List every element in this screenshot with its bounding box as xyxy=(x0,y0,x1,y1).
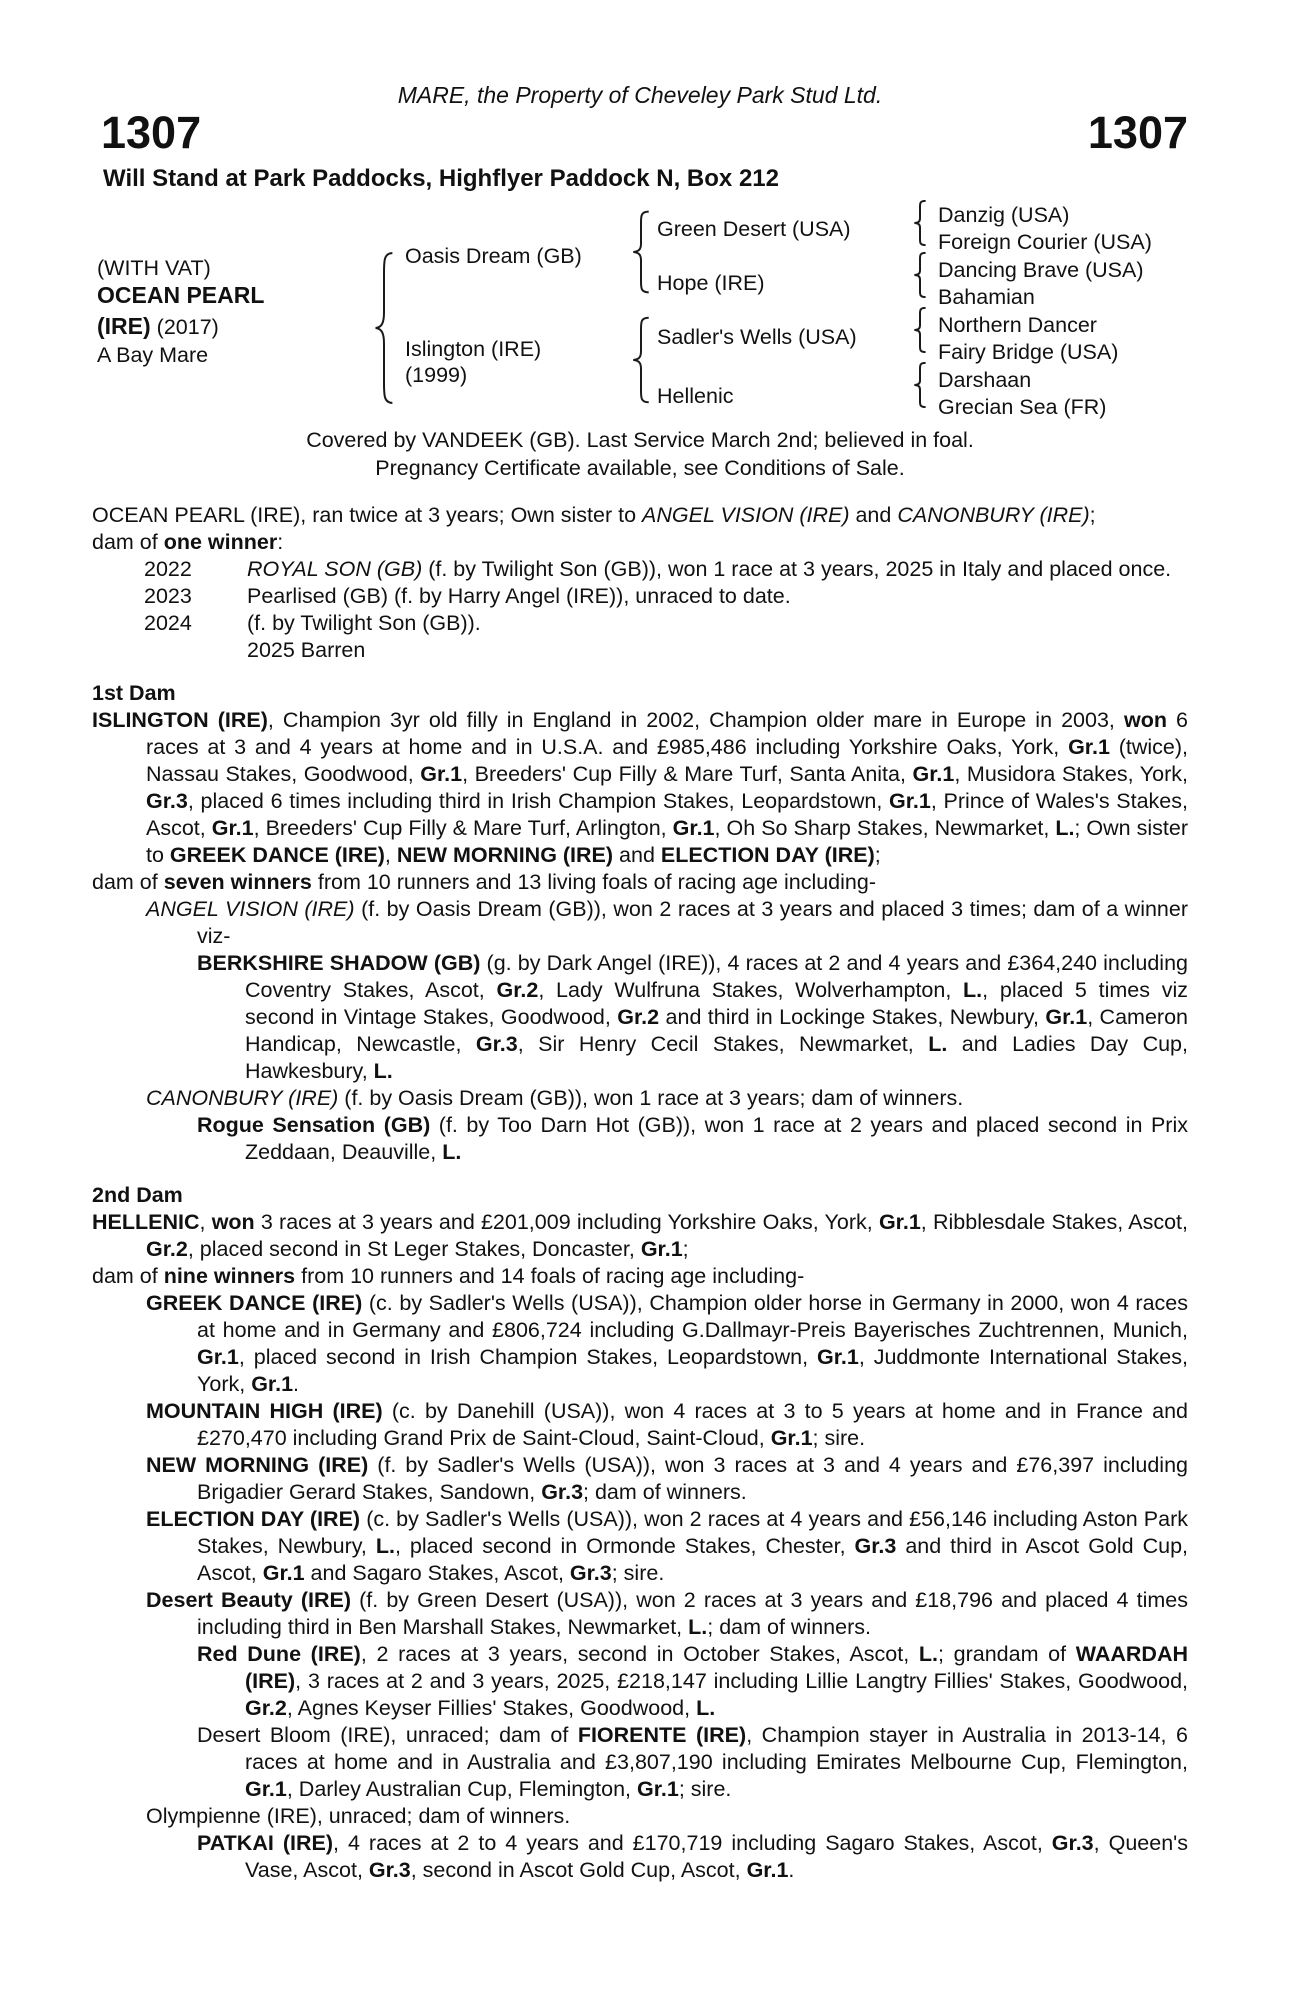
text-run: (f. by Oasis Dream (GB)), won 2 races at 3 years and placed 3 times; dam of a winner viz- xyxy=(197,897,1188,948)
text-run: Gr.2 xyxy=(245,1696,287,1720)
pedigree-brace-icon xyxy=(372,250,396,406)
text-run: , Lady Wulfruna Stakes, Wolverhampton, xyxy=(538,978,964,1002)
text-run: and xyxy=(613,843,661,867)
text-run: . xyxy=(293,1372,300,1396)
sire-dam-name: Hope (IRE) xyxy=(657,271,765,295)
text-run: (f. by Twilight Son (GB)). xyxy=(247,611,481,635)
text-run: L. xyxy=(918,1642,938,1666)
text-run: , Breeders' Cup Filly & Mare Turf, Santa Anita, xyxy=(462,762,913,786)
great-grandparent-name: Grecian Sea (FR) xyxy=(938,395,1107,419)
text-run: dam of xyxy=(92,870,164,894)
sire-name: Oasis Dream (GB) xyxy=(405,244,582,268)
text-run: Rogue Sensation (GB) xyxy=(197,1113,431,1137)
text-run: , Agnes Keyser Fillies' Stakes, Goodwood, xyxy=(286,1696,697,1720)
text-run: Gr.3 xyxy=(569,1561,612,1585)
body-paragraph xyxy=(92,950,1188,1085)
text-run: from 10 runners and 14 foals of racing age including- xyxy=(295,1264,805,1288)
text-run: L. xyxy=(688,1615,708,1639)
vat-note: (WITH VAT) xyxy=(97,256,211,280)
text-run: , placed second in Irish Champion Stakes, Leopardstown, xyxy=(238,1345,817,1369)
pedigree-brace-icon xyxy=(630,210,652,294)
text-run: L. xyxy=(963,978,983,1002)
text-run: , xyxy=(384,843,397,867)
text-run: , second in Ascot Gold Cup, Ascot, xyxy=(410,1858,747,1882)
subject-suffix: (IRE) xyxy=(97,313,151,339)
text-run: . xyxy=(788,1858,795,1882)
text-run: FIORENTE (IRE) xyxy=(577,1723,747,1747)
text-run: and Sagaro Stakes, Ascot, xyxy=(304,1561,570,1585)
text-run: dam of xyxy=(92,1264,164,1288)
text-run: Gr.1 xyxy=(1045,1005,1088,1029)
text-run: Gr.1 xyxy=(770,1426,813,1450)
text-run: , Ribblesdale Stakes, Ascot, xyxy=(920,1210,1188,1234)
body-paragraph xyxy=(92,1722,1188,1803)
text-run: nine winners xyxy=(163,1264,296,1288)
text-run: ELECTION DAY (IRE) xyxy=(660,843,875,867)
pedigree-brace-icon xyxy=(912,307,928,353)
text-run: ; dam of winners. xyxy=(707,1615,871,1639)
text-run: , Queen's Vase, Ascot, xyxy=(245,1831,1189,1882)
text-run: ISLINGTON (IRE) xyxy=(92,708,268,732)
text-run: Gr.3 xyxy=(475,1032,518,1056)
text-run: Gr.1 xyxy=(262,1561,305,1585)
text-run: Pearlised (GB) (f. by Harry Angel (IRE)), unraced to date. xyxy=(247,584,791,608)
text-run: , 2 races at 3 years, second in October Stakes, Ascot, xyxy=(360,1642,919,1666)
text-run: and Ladies Day Cup, Hawkesbury, xyxy=(245,1032,1188,1083)
text-run: HELLENIC xyxy=(92,1210,200,1234)
body-paragraph xyxy=(92,1085,1188,1112)
text-run: , placed second in Ormonde Stakes, Chester, xyxy=(394,1534,855,1558)
dam-sire-name: Sadler's Wells (USA) xyxy=(657,325,857,349)
text-run: CANONBURY (IRE) xyxy=(146,1086,339,1110)
text-run: NEW MORNING (IRE) xyxy=(146,1453,369,1477)
text-run: GREEK DANCE (IRE) xyxy=(169,843,385,867)
body-paragraph xyxy=(92,1263,1188,1290)
text-run: and third in Lockinge Stakes, Newbury, xyxy=(659,1005,1046,1029)
text-run: PATKAI (IRE) xyxy=(197,1831,333,1855)
text-run: ; sire. xyxy=(812,1426,866,1450)
text-run: , placed second in St Leger Stakes, Doncaster, xyxy=(187,1237,641,1261)
body-paragraph xyxy=(92,869,1188,896)
stand-location-line: Will Stand at Park Paddocks, Highflyer Paddock N, Box 212 xyxy=(103,165,779,192)
text-run: seven winners xyxy=(163,870,312,894)
catalogue-body xyxy=(92,502,1188,1884)
text-run: Gr.2 xyxy=(496,978,539,1002)
body-paragraph xyxy=(92,1641,1188,1722)
great-grandparent-name: Darshaan xyxy=(938,368,1032,392)
body-paragraph xyxy=(92,529,1188,556)
text-run: , xyxy=(199,1210,212,1234)
text-run: Gr.1 xyxy=(420,762,463,786)
text-run: ; dam of winners. xyxy=(583,1480,747,1504)
text-run: Gr.1 xyxy=(1068,735,1110,759)
text-run: WAARDAH (IRE) xyxy=(245,1642,1189,1693)
text-run: (f. by Green Desert (USA)), won 2 races at 3 years and £18,796 and placed 4 times including third in Ben Marshall Stakes, Newmarket, xyxy=(197,1588,1188,1639)
produce-record xyxy=(92,556,1188,583)
text-run: won xyxy=(211,1210,255,1234)
text-run: Gr.3 xyxy=(368,1858,411,1882)
text-run: Desert Beauty (IRE) xyxy=(146,1588,351,1612)
text-run: from 10 runners and 13 living foals of racing age including- xyxy=(311,870,876,894)
text-run: (f. by Too Darn Hot (GB)), won 1 race at 2 years and placed second in Prix Zeddaan, Deauville, xyxy=(245,1113,1188,1164)
text-run: L. xyxy=(1055,816,1075,840)
text-run: 6 races at 3 and 4 years at home and in U.S.A. and £985,486 including Yorkshire Oaks, York, xyxy=(146,708,1188,759)
text-run: 3 races at 3 years and £201,009 including Yorkshire Oaks, York, xyxy=(254,1210,879,1234)
great-grandparent-name: Fairy Bridge (USA) xyxy=(938,340,1119,364)
text-run: MOUNTAIN HIGH (IRE) xyxy=(146,1399,383,1423)
dam-dam-name: Hellenic xyxy=(657,384,734,408)
body-paragraph xyxy=(92,1209,1188,1263)
text-run: L. xyxy=(375,1534,395,1558)
subject-year: (2017) xyxy=(156,315,219,339)
text-run: (c. by Sadler's Wells (USA)), Champion older horse in Germany in 2000, won 4 races at home and in Germany and £806,724 including G.Dallmayr-Preis Bayerisches Zuchtrennen, Munich, xyxy=(197,1291,1189,1342)
text-run: , Darley Australian Cup, Flemington, xyxy=(286,1777,637,1801)
produce-record xyxy=(92,637,1188,664)
body-paragraph xyxy=(92,707,1188,869)
property-line: MARE, the Property of Cheveley Park Stud Ltd. xyxy=(397,82,883,108)
text-run: Gr.1 xyxy=(636,1777,679,1801)
text-run: ELECTION DAY (IRE) xyxy=(146,1507,361,1531)
text-run: Gr.1 xyxy=(245,1777,287,1801)
text-run: (c. by Danehill (USA)), won 4 races at 3 to 5 years at home and in France and £270,470 including Grand Prix de Saint-Cloud, Saint-Cloud, xyxy=(197,1399,1188,1450)
text-run: CANONBURY (IRE) xyxy=(897,503,1090,527)
dam-section-heading: 2nd Dam xyxy=(92,1183,183,1207)
text-run: , placed 6 times including third in Irish Champion Stakes, Leopardstown, xyxy=(187,789,889,813)
text-run: ; xyxy=(1089,503,1096,527)
produce-record xyxy=(92,583,1188,610)
body-paragraph xyxy=(92,1587,1188,1641)
body-paragraph xyxy=(92,896,1188,950)
text-run: OCEAN PEARL (IRE), ran twice at 3 years; Own sister to xyxy=(92,503,643,527)
produce-year: 2023 xyxy=(144,584,192,608)
text-run: Gr.1 xyxy=(912,762,955,786)
text-run: 2025 Barren xyxy=(247,638,366,662)
great-grandparent-name: Danzig (USA) xyxy=(938,203,1070,227)
text-run: and third in Ascot Gold Cup, Ascot, xyxy=(197,1534,1188,1585)
text-run: BERKSHIRE SHADOW (GB) xyxy=(197,951,481,975)
subject-suffix-year xyxy=(97,314,219,339)
text-run: Gr.1 xyxy=(672,816,715,840)
text-run: Gr.1 xyxy=(816,1345,859,1369)
text-run: ; xyxy=(682,1237,689,1261)
covering-line-1: Covered by VANDEEK (GB). Last Service March 2nd; believed in foal. xyxy=(306,428,974,452)
dam-section-heading: 1st Dam xyxy=(92,681,176,705)
body-paragraph xyxy=(92,1452,1188,1506)
text-run: (twice), Nassau Stakes, Goodwood, xyxy=(146,735,1189,786)
pedigree-brace-icon xyxy=(630,316,652,404)
text-run: Gr.3 xyxy=(854,1534,897,1558)
covering-line-2: Pregnancy Certificate available, see Conditions of Sale. xyxy=(375,456,905,480)
text-run: ; sire. xyxy=(611,1561,665,1585)
text-run: Desert Bloom (IRE), unraced; dam of xyxy=(197,1723,578,1747)
text-run: , Oh So Sharp Stakes, Newmarket, xyxy=(714,816,1056,840)
text-run: Gr.2 xyxy=(146,1237,188,1261)
pedigree-brace-icon xyxy=(912,362,928,408)
text-run: dam of xyxy=(92,530,164,554)
dam-name: Islington (IRE) xyxy=(405,337,542,361)
text-run: Olympienne (IRE), unraced; dam of winners. xyxy=(146,1804,571,1828)
pedigree-table xyxy=(0,190,1315,430)
produce-record xyxy=(92,610,1188,637)
text-run: , Cameron Handicap, Newcastle, xyxy=(245,1005,1188,1056)
text-run: Gr.1 xyxy=(878,1210,921,1234)
pedigree-brace-icon xyxy=(912,252,928,298)
pedigree-brace-icon xyxy=(912,200,928,246)
text-run: (f. by Oasis Dream (GB)), won 1 race at 3 years; dam of winners. xyxy=(338,1086,964,1110)
text-run: , 3 races at 2 and 3 years, 2025, £218,147 including Lillie Langtry Fillies' Stakes, Goodwood, xyxy=(295,1669,1188,1693)
text-run: , Musidora Stakes, York, xyxy=(954,762,1188,786)
text-run: L. xyxy=(928,1032,948,1056)
subject-description: A Bay Mare xyxy=(97,343,209,367)
text-run: Gr.1 xyxy=(746,1858,789,1882)
text-run: Red Dune (IRE) xyxy=(197,1642,361,1666)
text-run: (c. by Sadler's Wells (USA)), won 2 races at 4 years and £56,146 including Aston Park Stakes, Newbury, xyxy=(197,1507,1188,1558)
text-run: ; Own sister to xyxy=(146,816,1188,867)
great-grandparent-name: Northern Dancer xyxy=(938,313,1097,337)
covering-statement xyxy=(92,426,1188,482)
subject-name: OCEAN PEARL xyxy=(97,282,265,308)
text-run: Gr.1 xyxy=(640,1237,683,1261)
text-run: ANGEL VISION (IRE) xyxy=(146,897,355,921)
text-run: , Champion stayer in Australia in 2013-14, 6 races at home and in Australia and £3,807,190 including Emirates Melbourne Cup, Flemington, xyxy=(245,1723,1188,1774)
lot-number-left: 1307 xyxy=(101,107,202,158)
text-run: Gr.1 xyxy=(251,1372,294,1396)
text-run: (g. by Dark Angel (IRE)), 4 races at 2 and 4 years and £364,240 including Coventry Stakes, Ascot, xyxy=(245,951,1188,1002)
sire-sire-name: Green Desert (USA) xyxy=(657,217,851,241)
text-run: , placed 5 times viz second in Vintage Stakes, Goodwood, xyxy=(245,978,1188,1029)
body-paragraph xyxy=(92,1830,1188,1884)
body-paragraph xyxy=(92,1112,1188,1166)
text-run: (f. by Sadler's Wells (USA)), won 3 races at 3 and 4 years and £76,397 including Brigadier Gerard Stakes, Sandown, xyxy=(197,1453,1188,1504)
text-run: GREEK DANCE (IRE) xyxy=(146,1291,363,1315)
great-grandparent-name: Dancing Brave (USA) xyxy=(938,258,1144,282)
text-run: NEW MORNING (IRE) xyxy=(396,843,614,867)
body-paragraph xyxy=(92,1803,1188,1830)
text-run: L. xyxy=(442,1140,462,1164)
dam-year: (1999) xyxy=(405,363,468,387)
text-run: Gr.2 xyxy=(617,1005,660,1029)
text-run: , Champion 3yr old filly in England in 2002, Champion older mare in Europe in 2003, xyxy=(267,708,1124,732)
text-run: won xyxy=(1123,708,1167,732)
text-run: Gr.3 xyxy=(1051,1831,1094,1855)
produce-year: 2022 xyxy=(144,557,192,581)
text-run: Gr.1 xyxy=(889,789,931,813)
text-run: , 4 races at 2 to 4 years and £170,719 including Sagaro Stakes, Ascot, xyxy=(333,1831,1052,1855)
text-run: , Juddmonte International Stakes, York, xyxy=(197,1345,1188,1396)
text-run: ; grandam of xyxy=(937,1642,1076,1666)
text-run: Gr.3 xyxy=(146,789,188,813)
great-grandparent-name: Foreign Courier (USA) xyxy=(938,230,1152,254)
text-run: ANGEL VISION (IRE) xyxy=(642,503,850,527)
text-run: Gr.3 xyxy=(541,1480,584,1504)
body-paragraph xyxy=(92,1506,1188,1587)
lot-number-right: 1307 xyxy=(1087,107,1188,158)
text-run: Gr.1 xyxy=(197,1345,239,1369)
text-run: L. xyxy=(696,1696,716,1720)
body-paragraph xyxy=(92,502,1188,529)
text-run: , Prince of Wales's Stakes, Ascot, xyxy=(146,789,1188,840)
text-run: ROYAL SON (GB) xyxy=(247,557,423,581)
text-run: : xyxy=(277,530,284,554)
text-run: , Breeders' Cup Filly & Mare Turf, Arlington, xyxy=(253,816,673,840)
text-run: L. xyxy=(373,1059,393,1083)
great-grandparent-name: Bahamian xyxy=(938,285,1035,309)
body-paragraph xyxy=(92,1398,1188,1452)
text-run: , Sir Henry Cecil Stakes, Newmarket, xyxy=(517,1032,929,1056)
text-run: ; sire. xyxy=(678,1777,732,1801)
text-run: Gr.1 xyxy=(211,816,254,840)
text-run: and xyxy=(849,503,898,527)
text-run: (f. by Twilight Son (GB)), won 1 race at 3 years, 2025 in Italy and placed once. xyxy=(422,557,1172,581)
produce-year: 2024 xyxy=(144,611,192,635)
text-run: one winner xyxy=(163,530,278,554)
text-run: ; xyxy=(874,843,881,867)
body-paragraph xyxy=(92,1290,1188,1398)
